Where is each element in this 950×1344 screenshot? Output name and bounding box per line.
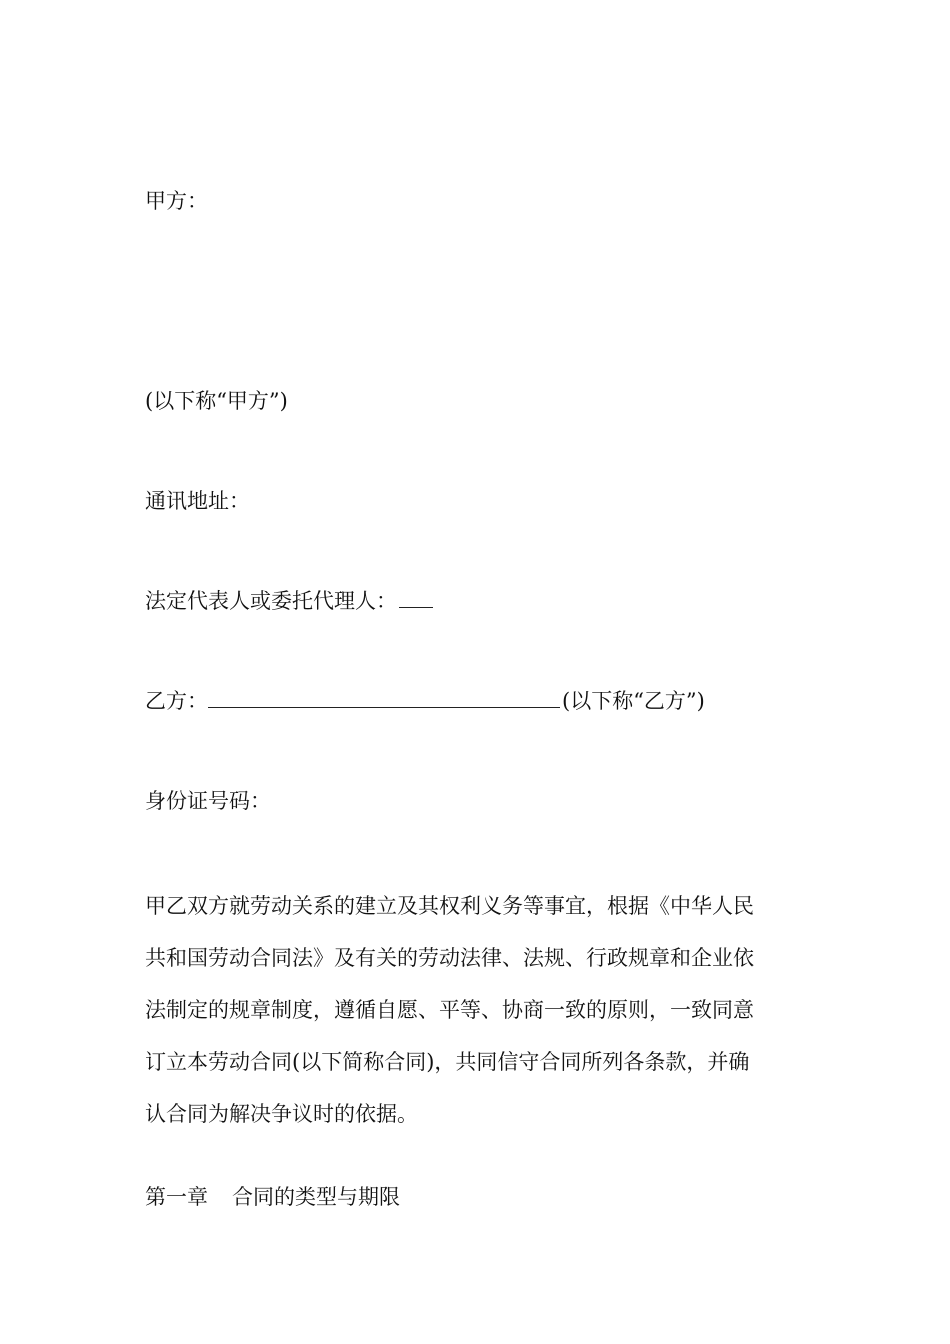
party-b-alias: (以下称“乙方”): [562, 689, 705, 713]
intro-line: 法制定的规章制度，遵循自愿、平等、协商一致的原则，一致同意: [145, 998, 754, 1022]
intro-line: 订立本劳动合同(以下简称合同)，共同信守合同所列各条款，并确: [145, 1050, 750, 1074]
intro-paragraph: [145, 880, 810, 1140]
party-b-line: [145, 686, 705, 716]
party-a-label: 甲方：: [145, 189, 208, 213]
chapter-number: 第一章: [145, 1185, 208, 1209]
representative-line: [145, 586, 433, 616]
intro-line: 甲乙双方就劳动关系的建立及其权利义务等事宜，根据《中华人民: [145, 894, 754, 918]
chapter-heading: [145, 1182, 400, 1212]
representative-label: 法定代表人或委托代理人：: [145, 589, 397, 613]
intro-line: 认合同为解决争议时的依据。: [145, 1102, 418, 1126]
intro-line: 共和国劳动合同法》及有关的劳动法律、法规、行政规章和企业依: [145, 946, 754, 970]
chapter-title: 合同的类型与期限: [232, 1185, 400, 1209]
party-b-label: 乙方：: [145, 689, 208, 713]
address-label: 通讯地址：: [145, 489, 250, 513]
representative-blank: [399, 589, 433, 608]
party-a-alias: (以下称“甲方”): [145, 389, 288, 413]
party-b-blank: [208, 689, 560, 708]
id-number-label: 身份证号码：: [145, 789, 271, 813]
